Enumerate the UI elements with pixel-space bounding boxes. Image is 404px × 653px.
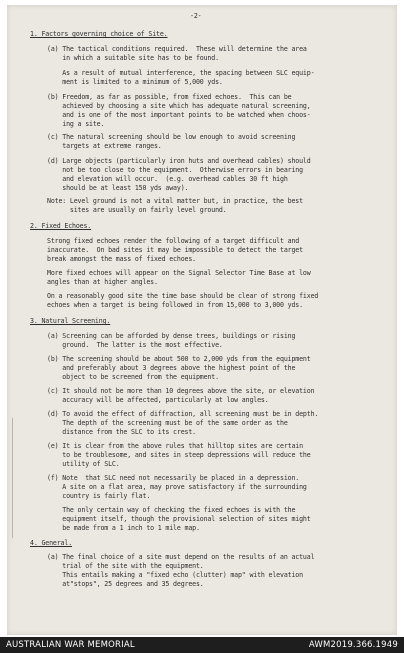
text-line: On a reasonably good site the time base should be clear of strong fixed [47,292,319,300]
text-line: in which a suitable site has to be found. [47,54,219,62]
footer-accession-number: AWM2019.366.1949 [308,640,398,650]
text-line: (b) Freedom, as far as possible, from fixed echoes. This can be [47,93,292,101]
margin-pencil-mark [12,418,13,538]
text-line: (b) The screening should be about 500 to 2,000 yds from the equipment [47,355,311,363]
text-line: and preferably about 3 degrees above the highest point of the [47,364,296,372]
text-line: country is fairly flat. [47,492,151,500]
text-line: Note: Level ground is not a vital matter but, in practice, the best [47,197,303,205]
text-line: equipment itself, though the provisional selection of sites might [47,515,311,523]
text-line: and elevation will occur. (e.g. overhead cables 30 ft high [47,175,288,183]
text-line: at"stops", 25 degrees and 35 degrees. [47,580,204,588]
text-line: sites are usually on fairly level ground. [47,206,227,214]
section-2-heading: 2. Fixed Echoes. [30,222,92,230]
page-number: -2- [190,12,202,20]
text-line: utility of SLC. [47,460,120,468]
text-line: The only certain way of checking the fixed echoes is with the [47,506,296,514]
text-line: (a) Screening can be afforded by dense trees, buildings or rising [47,332,296,340]
text-line: to be troublesome, and sites in steep depressions will reduce the [47,451,311,459]
text-line: not be too close to the equipment. Otherwise errors in bearing [47,166,303,174]
footer-institution: AUSTRALIAN WAR MEMORIAL [6,640,135,650]
text-line: echoes when a target is being followed in from 15,000 to 3,000 yds. [47,301,303,309]
text-line: distance from the SLC to its crest. [47,428,196,436]
text-line: The depth of the screening must be of the same order as the [47,419,288,427]
section-4-heading: 4. General. [30,539,73,547]
text-line: (d) Large objects (particularly iron huts and overhead cables) should [47,157,311,165]
text-line: targets at extreme ranges. [47,142,162,150]
text-line: object to be screened from the equipment. [47,373,219,381]
text-line: trial of the site with the equipment. [47,562,204,570]
text-line: More fixed echoes will appear on the Signal Selector Time Base at low [47,269,311,277]
text-line: ground. The latter is the most effective. [47,341,223,349]
text-line: (a) The tactical conditions required. These will determine the area [47,45,307,53]
text-line: This entails making a "fixed echo (clutter) map" with elevation [47,571,303,579]
section-3-heading: 3. Natural Screening. [30,317,111,325]
footer-bar [0,637,404,653]
section-1-heading: 1. Factors governing choice of Site. [30,30,168,38]
text-line: ing a site. [47,120,105,128]
text-line: As a result of mutual interference, the spacing between SLC equip- [47,69,315,77]
text-line: inaccurate. On bad sites it may be impossible to detect the target [47,246,303,254]
text-line: accuracy will be affected, particularly at low angles. [47,396,269,404]
text-line: break amongst the mass of fixed echoes. [47,255,196,263]
text-line: (c) It should not be more than 10 degrees above the site, or elevation [47,387,315,395]
text-line: (f) Note that SLC need not necessarily be placed in a depression. [47,474,300,482]
text-line: Strong fixed echoes render the following of a target difficult and [47,237,300,245]
text-line: ment is limited to a minimum of 5,000 yds. [47,78,223,86]
text-line: (d) To avoid the effect of diffraction, all screening must be in depth. [47,410,319,418]
text-line: should be at least 150 yds away). [47,184,189,192]
text-line: (c) The natural screening should be low enough to avoid screening [47,133,296,141]
text-line: A site on a flat area, may prove satisfactory if the surrounding [47,483,307,491]
text-line: and is one of the most important points to be watched when choos- [47,111,311,119]
text-line: angles than at higher angles. [47,278,158,286]
text-line: achieved by choosing a site which has adequate natural screening, [47,102,311,110]
text-line: (a) The final choice of a site must depend on the results of an actual [47,553,315,561]
text-line: (e) It is clear from the above rules that hilltop sites are certain [47,442,303,450]
text-line: be made from a 1 inch to 1 mile map. [47,524,200,532]
